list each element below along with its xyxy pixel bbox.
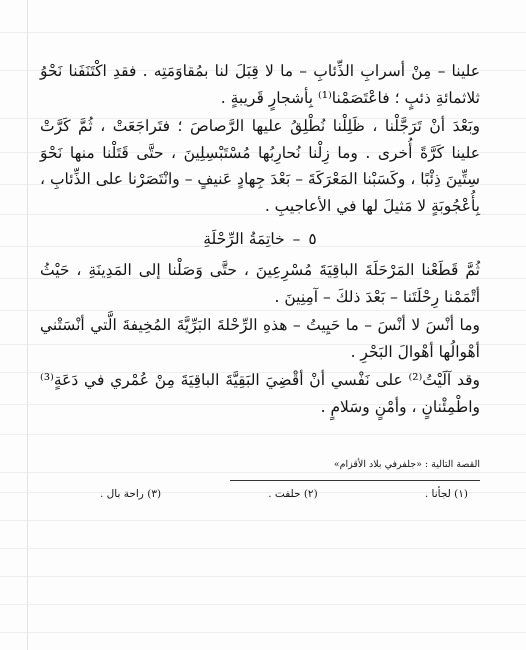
paragraph-5: وقد آلَيْتُ⁽²⁾ على نَفْسي أنْ أقْضِيَ البَقِيَّةَ الباقِيَةَ مِنْ عُمْري في دَعَةٍ⁽³⁾ واطْمِئْنانٍ ، وأمْنٍ وسَلامٍ .	[40, 371, 480, 416]
section-dash: –	[292, 230, 301, 248]
section-number: ٥	[308, 230, 317, 248]
paragraph-1: علينا – مِنْ أسرابِ الذِّئابِ – ما لا قِبَلَ لنا بمُقاوَمَتِه . فقدِ اكْتَنَفَنا نَحْوُ ثلاثمائةِ ذئبٍ ؛ فاعْتَصَمْنا⁽¹⁾ بِأشجارٍ قَريبةٍ .	[40, 62, 480, 107]
main-text	[40, 58, 480, 420]
section-title: خاتِمَةُ الرِّحْلَةِ	[203, 230, 285, 248]
paragraph-4: وما أنْسَ لا أنْسَ – ما حَيِيتُ – هذهِ الرِّحْلةَ البَرِّيَّةَ المُخِيفةَ الَّتي أنْسَتْني أهْوالُها أهْوالَ البَحْرِ .	[40, 316, 480, 361]
next-story-note: القصة التالية : «جلفرفي بلاد الأقزام»	[333, 459, 480, 470]
footnote-2: (٢) حلفت .	[268, 488, 318, 500]
paper-guide-line	[0, 32, 526, 33]
paper-guide-line	[0, 548, 526, 549]
paragraph-2: وبَعْدَ أنْ تَرَجَّلْنا ، ظَلِلْنا نُطْلِقُ عليها الرَّصاصَ ؛ فتَراجَعَتْ ، ثُمَّ كَرَّتْ علينا كَرَّةً أُخرى . وما زِلْنا نُحارِبُها مُسْتَبْسِلِينَ ، حتَّى قَتَلْنا منها نَحْوَ سِتِّينَ ذِئْبًا ، وكَسَبْنا المَعْرَكَةَ – بَعْدَ جِهادٍ عَنيفٍ – وانْتَصَرْنا على الذِّئابِ ، بِأُعْجُوبَةٍ لا مَثيلَ لها في الأعاجيبِ .	[40, 117, 480, 215]
paragraph-3: ثُمَّ قَطَعْنا المَرْحَلَةَ الباقِيَةَ مُسْرِعِينَ ، حتَّى وَصَلْنا إلى المَدِينَةِ ، حَيْثُ أتْمَمْنا رِحْلَتَنا – بَعْدَ ذلكَ – آمِنِينَ .	[40, 261, 480, 306]
paper-guide-line	[0, 520, 526, 521]
footnote-area	[40, 458, 480, 501]
footnotes-row	[40, 487, 480, 501]
footnote-divider	[230, 480, 480, 481]
paper-guide-line	[0, 434, 526, 435]
section-heading	[40, 227, 480, 251]
footnote-3: (٣) راحة بال .	[100, 488, 162, 500]
paper-guide-line	[0, 632, 526, 633]
page-edge-line	[27, 0, 28, 650]
paper-guide-line	[0, 604, 526, 605]
footnote-1: (١) لجأنا .	[424, 488, 468, 500]
paper-guide-line	[0, 576, 526, 577]
